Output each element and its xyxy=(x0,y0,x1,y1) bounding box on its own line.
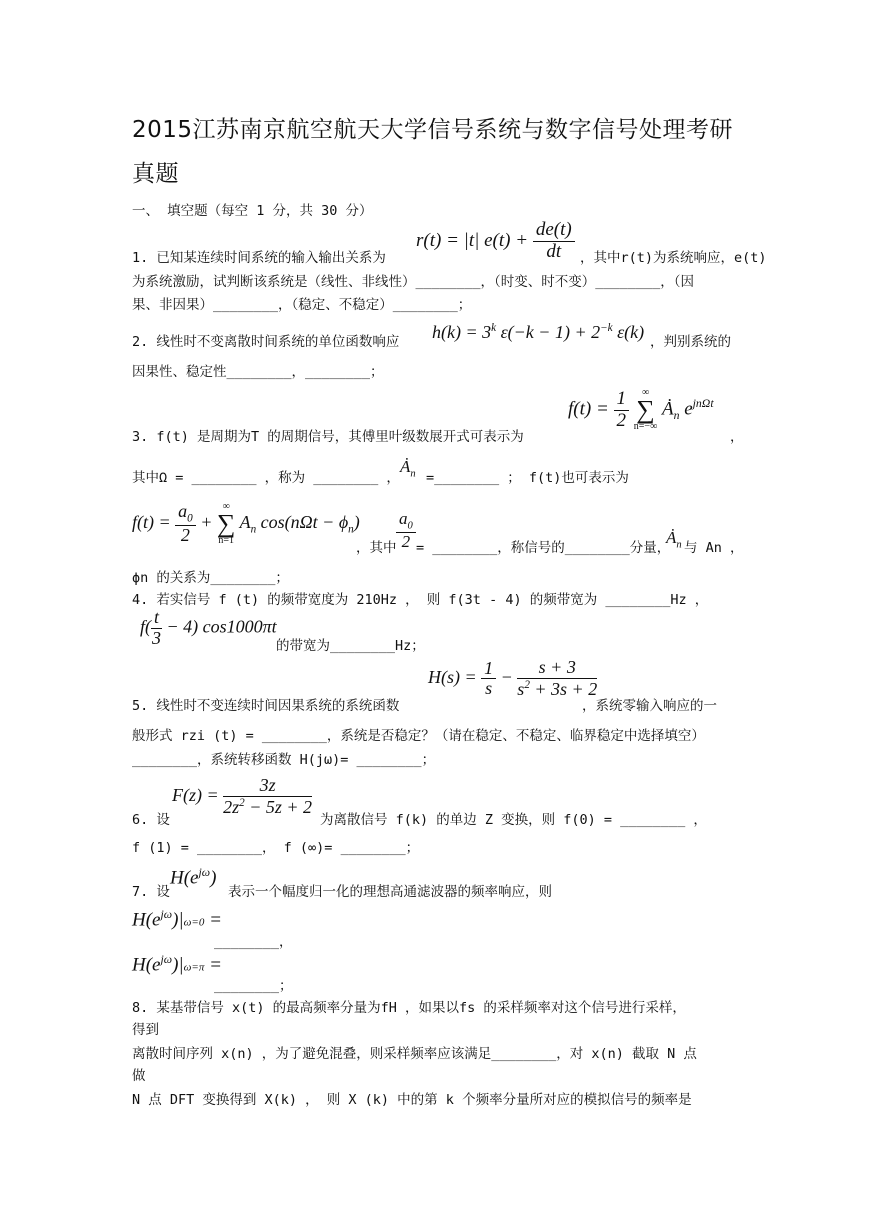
q1-text-b: ，其中r(t)为系统响应，e(t) xyxy=(580,250,767,266)
q2-text-a: 2. 线性时不变离散时间系统的单位函数响应 xyxy=(132,334,400,350)
q3-text-e: ϕn 的关系为________； xyxy=(132,570,289,586)
q3-a0-half: $\frac{a_0}{2}$ xyxy=(396,510,416,552)
q1-text-d: 果、非因果）________，（稳定、不稳定）________； xyxy=(132,297,472,313)
q3-text-c1: 其中Ω = ________ ，称为 ________ ， xyxy=(132,470,400,486)
q3-text-d1: ，其中 xyxy=(356,540,397,556)
q2-equation: $h(k) = 3^k$ $\varepsilon(-k - 1) + 2^{-k}$ ε(k) xyxy=(432,322,645,342)
q1-text-a: 1. 已知某连续时间系统的输入输出关系为 xyxy=(132,250,386,266)
q7-text-b: 表示一个幅度归一化的理想高通滤波器的频率响应，则 xyxy=(228,884,552,900)
q5-text-d: ________，系统转移函数 H(jω)= ________； xyxy=(132,752,436,768)
q3-An-symbol-2: $Ȧ_n$ xyxy=(666,528,682,551)
q3-fourier-series-equation: f(t) = $\frac{1}{2}$ ∞ ∑ n=−∞ $Ȧ_n$ $e^{jn\Omega t}$ xyxy=(568,387,714,432)
q8-text-b: 得到 xyxy=(132,1022,159,1038)
q4-text-a: 4. 若实信号 f (t) 的频带宽度为 210Hz ， 则 f(3t - 4) 的频带宽为 ________Hz ， xyxy=(132,592,709,608)
q3-text-d2: = ________，称信号的________分量， xyxy=(416,540,671,556)
q4-text-b: 的带宽为________Hz； xyxy=(276,638,425,654)
section-heading: 一、 填空题（每空 1 分，共 30 分） xyxy=(132,203,373,219)
q6-text-b: 为离散信号 f(k) 的单边 Z 变换，则 f(0) = ________ ， xyxy=(320,812,707,828)
q2-text-b: ，判别系统的 xyxy=(650,334,731,350)
q8-text-a: 8. 某基带信号 x(t) 的最高频率分量为fH ，如果以fs 的采样频率对这个信号进行采样， xyxy=(132,1000,686,1016)
q7-text-d: ________； xyxy=(214,978,293,994)
q8-text-e: N 点 DFT 变换得到 X(k) ， 则 X (k) 中的第 k 个频率分量所对应的模拟信号的频率是 xyxy=(132,1092,692,1108)
q6-text-a: 6. 设 xyxy=(132,812,170,828)
q3-text-d3: 与 An ， xyxy=(684,540,744,556)
q7-H-at-pi: $H(e^{j\omega})|\omega=\pi$ = xyxy=(132,953,222,976)
q1-text-c: 为系统激励，试判断该系统是（线性、非线性）________，（时变、时不变）________，（因 xyxy=(132,274,695,290)
q3-cosine-series-equation: f(t) = $\frac{a_0}{2}$ + ∞ ∑ n=1 $A_n$ $\cos(n\Omega t - \phi_n)$ xyxy=(132,501,360,546)
q5-transfer-function: H(s) = $\frac{1}{s}$ − $\frac{s + 3}{s^2 + 3s + 2}$ xyxy=(428,657,598,699)
q8-text-d: 做 xyxy=(132,1068,146,1084)
q2-text-c: 因果性、稳定性________，________； xyxy=(132,364,384,380)
q3-text-b: ， xyxy=(730,429,744,445)
q4-equation: f( $\frac{t}{3}$ − 4) cos1000πt xyxy=(140,607,277,648)
q5-text-a: 5. 线性时不变连续时间因果系统的系统函数 xyxy=(132,698,400,714)
q1-equation: r(t) = |t| e(t) + $\frac{de(t)}{dt}$ xyxy=(416,220,575,263)
q6-z-transform: F(z) = $\frac{3z}{2z^2 - 5z + 2}$ xyxy=(172,775,313,817)
q3-text-a: 3. f(t) 是周期为T 的周期信号，其傅里叶级数展开式可表示为 xyxy=(132,429,524,445)
q7-H-at-zero: $H(e^{j\omega})|\omega=0$ = xyxy=(132,908,222,931)
q6-text-c: f (1) = ________， f (∞)= ________； xyxy=(132,840,420,856)
q3-text-c2: =________ ； f(t)也可表示为 xyxy=(426,470,629,486)
q5-text-b: ，系统零输入响应的一 xyxy=(582,698,717,714)
q7-text-c: ________， xyxy=(214,934,293,950)
q7-H-symbol: $H(e^{j\omega})$ xyxy=(170,866,217,889)
q3-An-symbol: $Ȧ_n$ xyxy=(400,457,416,480)
title-line-2: 真题 xyxy=(132,161,179,187)
q7-text-a: 7. 设 xyxy=(132,884,170,900)
q8-text-c: 离散时间序列 x(n) ，为了避免混叠，则采样频率应该满足________，对 x(n) 截取 N 点 xyxy=(132,1046,697,1062)
q5-text-c: 般形式 rzi (t) = ________，系统是否稳定？（请在稳定、不稳定、临界稳定中选择填空） xyxy=(132,728,705,744)
title-line-1: 2015江苏南京航空航天大学信号系统与数字信号处理考研 xyxy=(132,117,734,143)
